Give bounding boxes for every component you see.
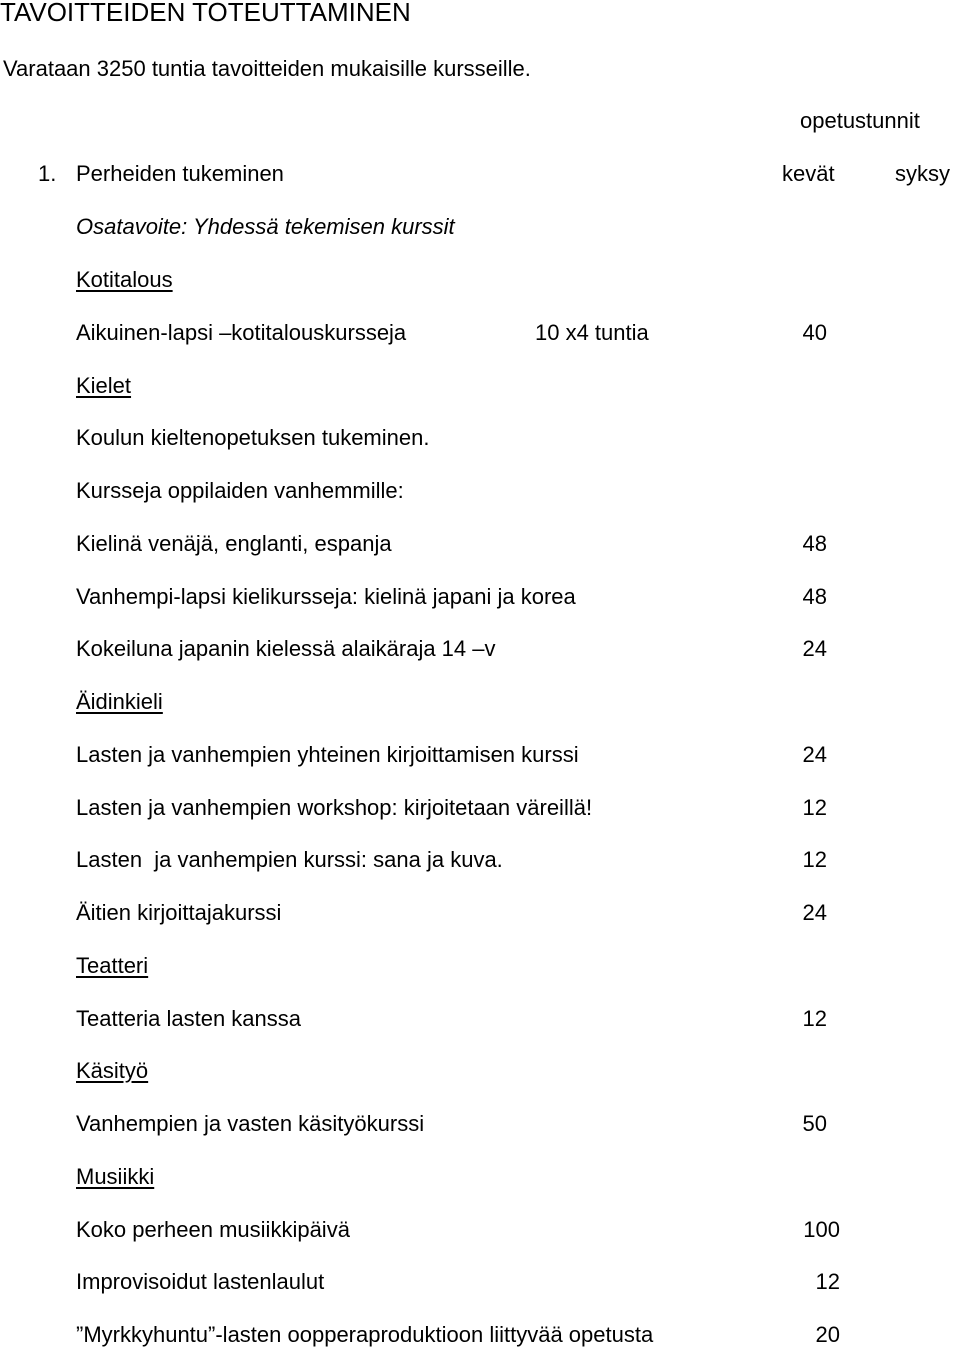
course-hours: 20	[815, 1322, 840, 1347]
course-name: ”Myrkkyhuntu”-lasten oopperaproduktioon liittyvää opetusta	[76, 1322, 654, 1347]
course-hours: 12	[802, 847, 827, 873]
course-name: Lasten ja vanhempien kurssi: sana ja kuva.	[76, 847, 503, 873]
section-number: 1.	[38, 161, 57, 186]
category-heading: Äidinkieli	[76, 689, 163, 714]
category-heading: Käsityö	[76, 1058, 149, 1084]
column-autumn-header: syksy	[895, 161, 950, 186]
course-hours: 50	[802, 1111, 827, 1136]
category-heading: Kielet	[76, 372, 132, 398]
course-hours: 40	[802, 319, 827, 345]
intro-text: Varataan 3250 tuntia tavoitteiden mukaisille kursseille.	[3, 56, 531, 81]
category-heading: Kotitalous	[76, 267, 173, 292]
course-name: Teatteria lasten kanssa	[76, 1005, 302, 1031]
section-title: Perheiden tukeminen	[76, 161, 284, 186]
course-name: Koko perheen musiikkipäivä	[76, 1216, 350, 1242]
category-heading: Teatteri	[76, 952, 149, 978]
course-name: Äitien kirjoittajakurssi	[76, 900, 282, 925]
course-name: Lasten ja vanhempien yhteinen kirjoittamisen kurssi	[76, 741, 579, 767]
course-name: Kielinä venäjä, englanti, espanja	[76, 530, 392, 556]
course-name: Vanhempi-lapsi kielikursseja: kielinä japani ja korea	[76, 583, 576, 609]
page-title: TAVOITTEIDEN TOTEUTTAMINEN	[0, 0, 411, 27]
course-hours: 48	[802, 530, 827, 556]
subgoal-heading: Osatavoite: Yhdessä tekemisen kurssit	[76, 214, 455, 239]
course-hours: 100	[803, 1216, 840, 1242]
course-hours: 12	[815, 1269, 840, 1295]
column-group-label: opetustunnit	[800, 108, 920, 133]
course-duration: 10 x4 tuntia	[535, 319, 649, 345]
course-name: Aikuinen-lapsi –kotitalouskursseja	[76, 319, 407, 345]
course-hours: 12	[802, 1005, 827, 1031]
course-hours: 48	[802, 583, 827, 609]
course-name: Lasten ja vanhempien workshop: kirjoitetaan väreillä!	[76, 794, 593, 820]
course-name: Vanhempien ja vasten käsityökurssi	[76, 1111, 425, 1136]
course-hours: 24	[802, 741, 827, 767]
course-name: Kokeiluna japanin kielessä alaikäraja 14 –v	[76, 636, 496, 662]
course-hours: 12	[802, 794, 827, 820]
course-hours: 24	[802, 636, 827, 662]
course-hours: 24	[802, 900, 827, 925]
column-spring-header: kevät	[782, 161, 835, 186]
note-text: Kursseja oppilaiden vanhemmille:	[76, 478, 404, 503]
course-name: Improvisoidut lastenlaulut	[76, 1269, 325, 1295]
category-heading: Musiikki	[76, 1163, 155, 1189]
note-text: Koulun kieltenopetuksen tukeminen.	[76, 425, 430, 451]
